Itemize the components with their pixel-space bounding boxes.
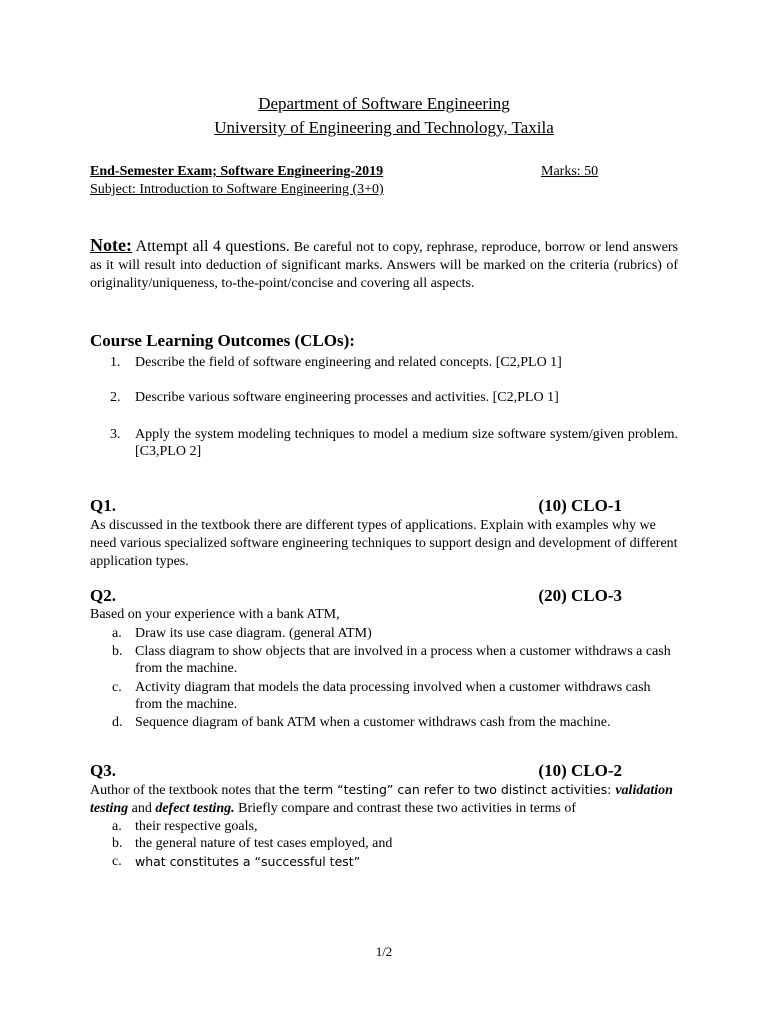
q2-marks: (20) CLO-3 <box>538 586 622 605</box>
q2-part <box>90 625 678 643</box>
q3-part <box>90 835 678 853</box>
q1-marks: (10) CLO-1 <box>538 496 622 515</box>
clo-text: Apply the system modeling techniques to model a medium size software system/given problem. [C3,PLO 2] <box>135 427 678 459</box>
q2-part <box>90 643 678 678</box>
q2-part-letter: d. <box>112 715 123 730</box>
q2-part-letter: b. <box>112 644 123 659</box>
q2-heading <box>90 586 622 606</box>
exam-title: End-Semester Exam; Software Engineering-2019 <box>90 164 384 179</box>
q3-part <box>90 818 678 836</box>
q2-part <box>90 679 678 714</box>
q3-marks: (10) CLO-2 <box>538 761 622 780</box>
q3-term-defect: defect testing. <box>155 801 235 816</box>
q3-intro <box>90 781 678 818</box>
q3-part-text: their respective goals, <box>135 819 258 834</box>
note-lead: Attempt all 4 questions. <box>131 238 290 255</box>
clo-item <box>90 354 678 372</box>
q3-part-letter: a. <box>112 819 122 834</box>
clo-item <box>90 389 678 407</box>
q2-label: Q2. <box>90 586 116 605</box>
q2-part-text: Activity diagram that models the data processing involved when a customer withdraws cash from the machine. <box>135 680 651 712</box>
q1-heading <box>90 496 622 516</box>
q3-part-letter: b. <box>112 836 123 851</box>
q3-part-text: the general nature of test cases employed, and <box>135 836 393 851</box>
clo-text: Describe various software engineering processes and activities. [C2,PLO 1] <box>135 390 559 405</box>
clo-item <box>90 426 678 462</box>
exam-subject: Subject: Introduction to Software Engineering (3+0) <box>90 182 384 197</box>
q1-body: As discussed in the textbook there are different types of applications. Explain with examples why we need various specialized software engineering techniques to support design and development of different application types. <box>90 518 678 569</box>
q3-intro-a: Author of the textbook notes that <box>90 783 279 798</box>
q3-part-letter: c. <box>112 854 122 869</box>
q3-part-text: what constitutes a “successful test” <box>135 854 361 869</box>
q1-label: Q1. <box>90 496 116 515</box>
q2-intro: Based on your experience with a bank ATM, <box>90 607 340 622</box>
note-paragraph <box>90 236 678 293</box>
q3-and: and <box>128 801 156 816</box>
clo-text: Describe the field of software engineering and related concepts. [C2,PLO 1] <box>135 355 562 370</box>
university-title: University of Engineering and Technology, Taxila <box>214 118 554 137</box>
q3-intro-c: Briefly compare and contrast these two activities in terms of <box>234 801 576 816</box>
q2-part-letter: a. <box>112 626 122 641</box>
q2-part-text: Class diagram to show objects that are involved in a process when a customer withdraws a cash from the machine. <box>135 644 671 676</box>
clo-number: 1. <box>110 355 121 370</box>
q3-heading <box>90 761 622 781</box>
exam-marks: Marks: 50 <box>541 164 599 179</box>
q3-intro-b: the term “testing” can refer to two distinct activities: <box>278 782 616 797</box>
q3-label: Q3. <box>90 761 116 780</box>
page-number: 1/2 <box>375 944 393 959</box>
q3-term-validation: validation testing <box>90 783 673 816</box>
q2-part-text: Draw its use case diagram. (general ATM) <box>135 626 372 641</box>
clo-number: 2. <box>110 390 121 405</box>
note-label: Note: <box>90 235 132 255</box>
department-title: Department of Software Engineering <box>258 94 510 113</box>
clo-heading: Course Learning Outcomes (CLOs): <box>90 331 355 350</box>
clo-number: 3. <box>110 427 121 442</box>
q2-part-text: Sequence diagram of bank ATM when a customer withdraws cash from the machine. <box>135 715 611 730</box>
q2-part-letter: c. <box>112 680 122 695</box>
q3-part <box>90 853 678 871</box>
q2-part <box>90 714 678 732</box>
note-body: Be careful not to copy, rephrase, reproduce, borrow or lend answers as it will result into deduction of significant marks. Answers will be marked on the criteria (rubrics) of originality/uniqueness, to-the-point/concise and covering all aspects. <box>90 240 678 291</box>
